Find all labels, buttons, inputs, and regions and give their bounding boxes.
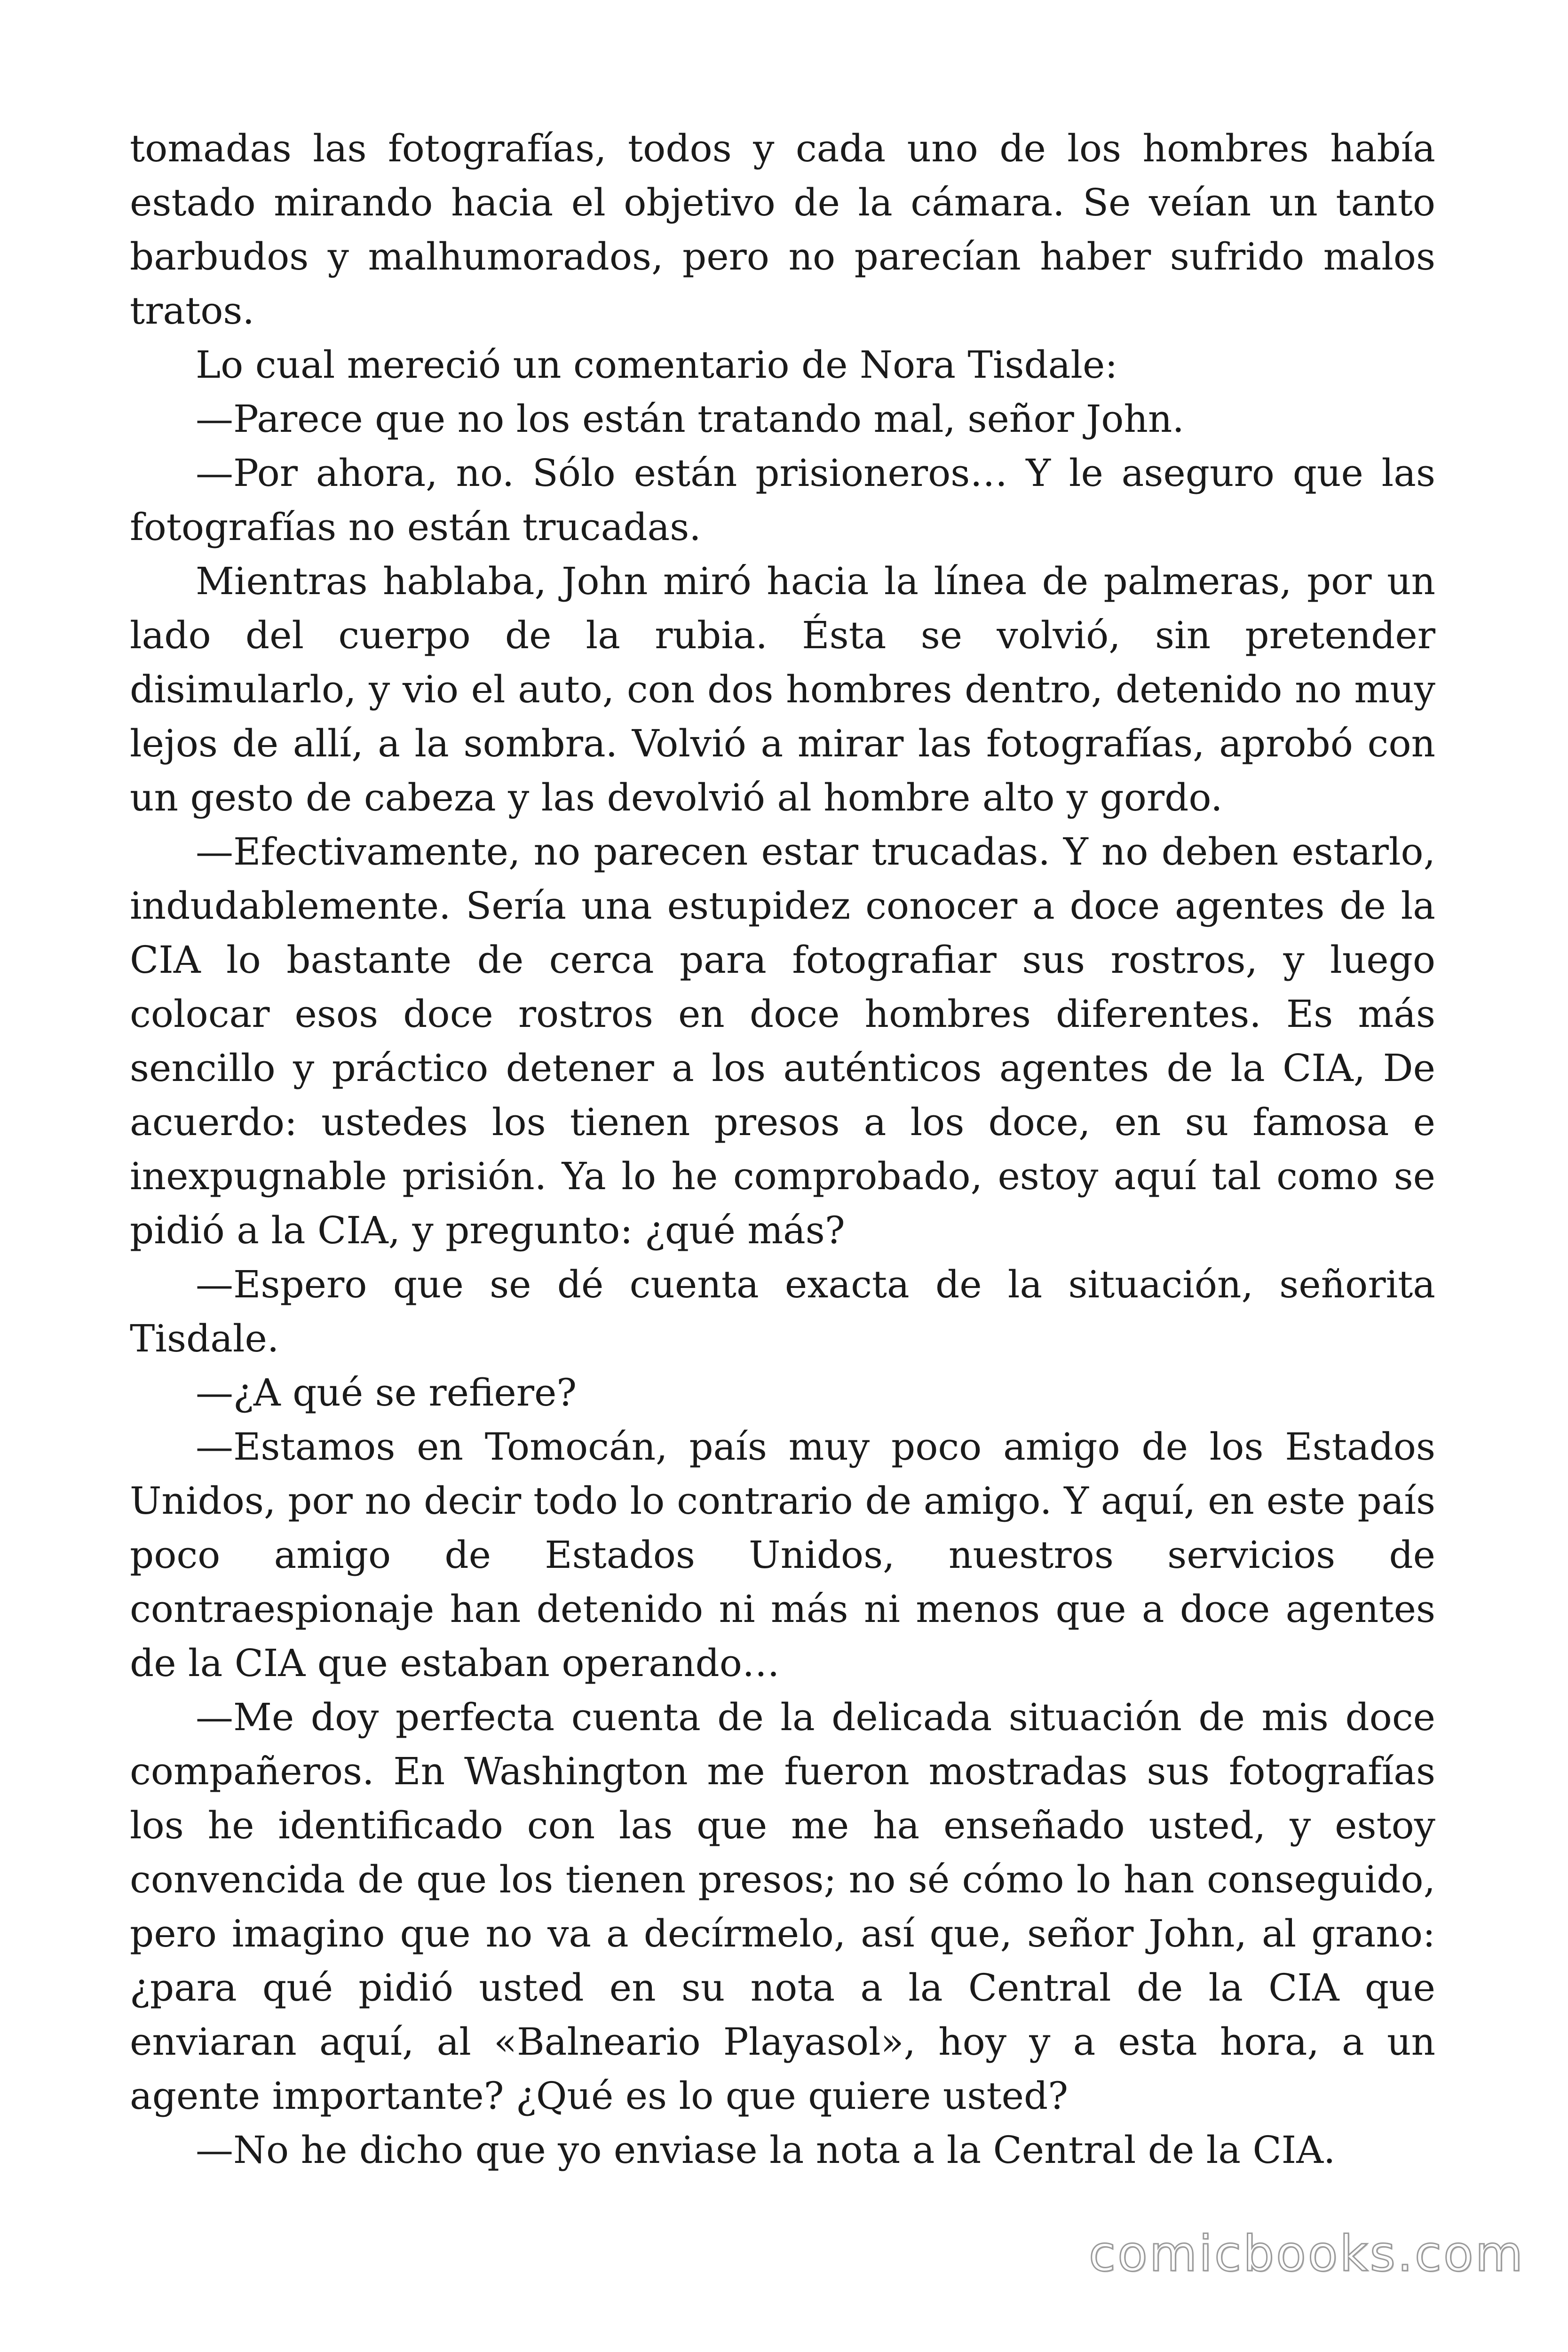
paragraph: —Espero que se dé cuenta exacta de la situación, señorita Tisdale. [130, 1263, 1435, 1360]
paragraph: —¿A qué se refiere? [196, 1371, 577, 1414]
paragraph: tomadas las fotografías, todos y cada uno de los hombres había estado mirando hacia el objetivo de la cámara. Se veían un tanto barbudos y malhumorados, pero no parecían haber sufrido malos tratos. [130, 127, 1435, 333]
paragraph: Lo cual mereció un comentario de Nora Tisdale: [196, 343, 1118, 387]
paragraph: Mientras hablaba, John miró hacia la línea de palmeras, por un lado del cuerpo de la rubia. Ésta se volvió, sin pretender disimularlo, y vio el auto, con dos hombres dentro, detenido no muy lejos de allí, a la sombra. Volvió a mirar las fotografías, aprobó con un gesto de cabeza y las devolvió al hombre alto y gordo. [130, 559, 1435, 819]
paragraph: —Por ahora, no. Sólo están prisioneros… Y le aseguro que las fotografías no están trucadas. [130, 451, 1435, 549]
paragraph: —Efectivamente, no parecen estar trucadas. Y no deben estarlo, indudablemente. Sería una estupidez conocer a doce agentes de la CIA lo bastante de cerca para fotografiar sus rostros, y luego colocar esos doce rostros en doce hombres diferentes. Es más sencillo y práctico detener a los auténticos agentes de la CIA, De acuerdo: ustedes los tienen presos a los doce, en su famosa e inexpugnable prisión. Ya lo he comprobado, estoy aquí tal como se pidió a la CIA, y pregunto: ¿qué más? [130, 830, 1435, 1252]
watermark: comicbooks.com [1088, 2225, 1525, 2282]
paragraph: —Estamos en Tomocán, país muy poco amigo de los Estados Unidos, por no decir todo lo contrario de amigo. Y aquí, en este país poco amigo de Estados Unidos, nuestros servicios de contraespionaje han detenido ni más ni menos que a doce agentes de la CIA que estaban operando… [130, 1425, 1435, 1685]
paragraph: —Me doy perfecta cuenta de la delicada situación de mis doce compañeros. En Washington me fueron mostradas sus fotografías los he identificado con las que me ha enseñado usted, y estoy convencida de que los tienen presos; no sé cómo lo han conseguido, pero imagino que no va a decírmelo, así que, señor John, al grano: ¿para qué pidió usted en su nota a la Central de la CIA que enviaran aquí, al «Balneario Playasol», hoy y a esta hora, a un agente importante? ¿Qué es lo que quiere usted? [130, 1695, 1435, 2118]
paragraph: —No he dicho que yo enviase la nota a la Central de la CIA. [196, 2128, 1336, 2172]
body-text [130, 121, 1435, 2177]
paragraph: —Parece que no los están tratando mal, señor John. [196, 397, 1184, 441]
